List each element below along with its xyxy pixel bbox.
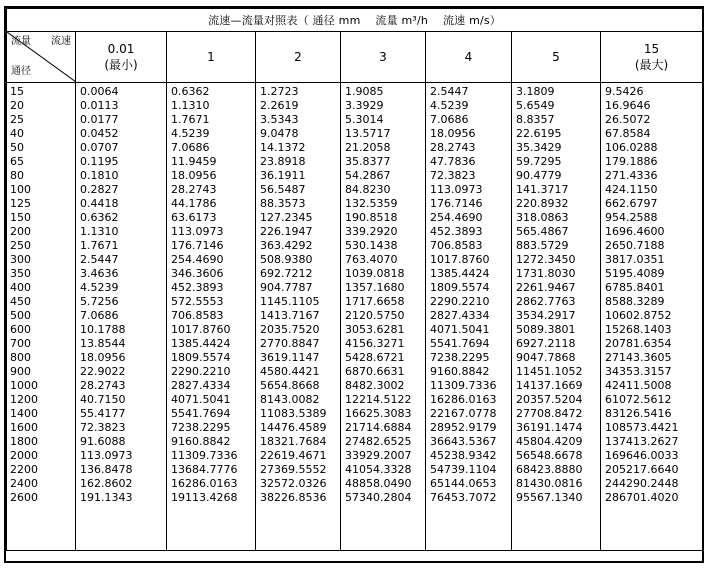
table-cell: 55.4177: [80, 407, 126, 420]
table-cell: 13684.7776: [171, 463, 238, 476]
table-cell: 1809.5574: [171, 351, 231, 364]
table-cell: 33929.2007: [345, 449, 412, 462]
table-cell: 23.8918: [260, 155, 306, 168]
table-cell: 4.5239: [80, 281, 119, 294]
table-cell: 10.1788: [80, 323, 126, 336]
table-cell: 5428.6721: [345, 351, 405, 364]
table-cell: 190.8518: [345, 211, 398, 224]
table-cell: 1.2723: [260, 85, 299, 98]
table-cell: 13.5717: [345, 127, 391, 140]
table-cell: 127.2345: [260, 211, 313, 224]
table-cell: 40: [10, 127, 24, 140]
table-cell: 28.2743: [80, 379, 126, 392]
table-cell: 11451.1052: [516, 365, 583, 378]
table-cell: 452.3893: [430, 225, 483, 238]
table-cell: 9.0478: [260, 127, 299, 140]
table-cell: 0.0064: [80, 85, 119, 98]
table-cell: 32572.0326: [260, 477, 327, 490]
table-cell: 3.3929: [345, 99, 384, 112]
table-cell: 125: [10, 197, 31, 210]
table-cell: 339.2920: [345, 225, 398, 238]
table-cell: 26.5072: [605, 113, 651, 126]
table-cell: 63.6173: [171, 211, 217, 224]
table-cell: 1200: [10, 393, 38, 406]
table-cell: 1717.6658: [345, 295, 405, 308]
table-cell: 3.1809: [516, 85, 555, 98]
table-cell: 20781.6354: [605, 337, 672, 350]
table-cell: 1385.4424: [430, 267, 490, 280]
table-cell: 22.9022: [80, 365, 126, 378]
corner-label-velocity: 流速: [51, 36, 71, 47]
table-cell: 88.3573: [260, 197, 306, 210]
table-cell: 56548.6678: [516, 449, 583, 462]
table-cell: 50: [10, 141, 24, 154]
table-cell: 662.6797: [605, 197, 658, 210]
table-cell: 4.5239: [430, 99, 469, 112]
table-cell: 424.1150: [605, 183, 658, 196]
table-cell: 18.0956: [80, 351, 126, 364]
table-cell: 65144.0653: [430, 477, 497, 490]
table-cell: 44.1786: [171, 197, 217, 210]
table-cell: 2290.2210: [171, 365, 231, 378]
table-cell: 1.7671: [171, 113, 210, 126]
table-cell: 106.0288: [605, 141, 658, 154]
table-cell: 5541.7694: [430, 337, 490, 350]
flow-column: [167, 83, 256, 551]
col-header-velocity: 2: [256, 32, 341, 83]
table-cell: 200: [10, 225, 31, 238]
table-cell: 254.4690: [430, 211, 483, 224]
table-cell: 300: [10, 253, 31, 266]
table-cell: 363.4292: [260, 239, 313, 252]
table-cell: 48858.0490: [345, 477, 412, 490]
table-cell: 1400: [10, 407, 38, 420]
table-cell: 226.1947: [260, 225, 313, 238]
table-cell: 2035.7520: [260, 323, 320, 336]
table-cell: 5089.3801: [516, 323, 576, 336]
table-cell: 76453.7072: [430, 491, 497, 504]
table-cell: 136.8478: [80, 463, 133, 476]
table-cell: 700: [10, 337, 31, 350]
corner-label-flow: 流量: [11, 36, 31, 47]
data-row: [7, 83, 703, 551]
flow-column: [512, 83, 601, 551]
table-cell: 1696.4600: [605, 225, 665, 238]
table-cell: 220.8932: [516, 197, 569, 210]
table-cell: 40.7150: [80, 393, 126, 406]
table-cell: 7.0686: [80, 309, 119, 322]
table-cell: 572.5553: [171, 295, 224, 308]
table-cell: 83126.5416: [605, 407, 672, 420]
table-cell: 162.8602: [80, 477, 133, 490]
table-cell: 38226.8536: [260, 491, 327, 504]
table-cell: 1.9085: [345, 85, 384, 98]
table-cell: 271.4336: [605, 169, 658, 182]
table-cell: 21.2058: [345, 141, 391, 154]
table-cell: 3053.6281: [345, 323, 405, 336]
table-cell: 61072.5612: [605, 393, 672, 406]
flow-column: [426, 83, 512, 551]
table-cell: 5.3014: [345, 113, 384, 126]
table-cell: 20: [10, 99, 24, 112]
table-cell: 4071.5041: [430, 323, 490, 336]
table-cell: 100: [10, 183, 31, 196]
col-header-velocity: 5: [512, 32, 601, 83]
table-cell: 0.0452: [80, 127, 119, 140]
table-cell: 2120.5750: [345, 309, 405, 322]
table-cell: 2.5447: [430, 85, 469, 98]
table-cell: 13.8544: [80, 337, 126, 350]
table-cell: 1600: [10, 421, 38, 434]
table-cell: 1039.0818: [345, 267, 405, 280]
table-cell: 2290.2210: [430, 295, 490, 308]
table-cell: 15: [10, 85, 24, 98]
table-cell: 5.6549: [516, 99, 555, 112]
table-cell: 14137.1669: [516, 379, 583, 392]
table-cell: 530.1438: [345, 239, 398, 252]
table-cell: 28.2743: [171, 183, 217, 196]
table-cell: 132.5359: [345, 197, 398, 210]
table-cell: 41054.3328: [345, 463, 412, 476]
table-cell: 25: [10, 113, 24, 126]
table-cell: 27143.3605: [605, 351, 672, 364]
table-cell: 11083.5389: [260, 407, 327, 420]
table-cell: 400: [10, 281, 31, 294]
table-cell: 18321.7684: [260, 435, 327, 448]
table-cell: 4580.4421: [260, 365, 320, 378]
table-cell: 95567.1340: [516, 491, 583, 504]
table-cell: 67.8584: [605, 127, 651, 140]
table-cell: 11309.7336: [171, 449, 238, 462]
col-header-velocity: 3: [341, 32, 426, 83]
table-cell: 452.3893: [171, 281, 224, 294]
table-cell: 2600: [10, 491, 38, 504]
table-cell: 3534.2917: [516, 309, 576, 322]
table-cell: 7238.2295: [171, 421, 231, 434]
table-cell: 254.4690: [171, 253, 224, 266]
table-cell: 5541.7694: [171, 407, 231, 420]
table-cell: 900: [10, 365, 31, 378]
table-cell: 34353.3157: [605, 365, 672, 378]
table-cell: 27708.8472: [516, 407, 583, 420]
table-cell: 763.4070: [345, 253, 398, 266]
table-cell: 9160.8842: [171, 435, 231, 448]
col-header-velocity: 0.01 (最小): [76, 32, 167, 83]
header-row: [7, 32, 703, 83]
table-cell: 565.4867: [516, 225, 569, 238]
table-cell: 16625.3083: [345, 407, 412, 420]
table-cell: 800: [10, 351, 31, 364]
table-cell: 27482.6525: [345, 435, 412, 448]
table-cell: 6927.2118: [516, 337, 576, 350]
flow-velocity-table: [4, 6, 704, 563]
table-cell: 2650.7188: [605, 239, 665, 252]
table-cell: 141.3717: [516, 183, 569, 196]
table-cell: 0.1195: [80, 155, 119, 168]
table-cell: 45238.9342: [430, 449, 497, 462]
table-cell: 6870.6631: [345, 365, 405, 378]
table-cell: 176.7146: [430, 197, 483, 210]
table-cell: 3817.0351: [605, 253, 665, 266]
table-cell: 84.8230: [345, 183, 391, 196]
table-cell: 8143.0082: [260, 393, 320, 406]
table-cell: 7238.2295: [430, 351, 490, 364]
table-cell: 176.7146: [171, 239, 224, 252]
table-cell: 16286.0163: [430, 393, 497, 406]
table-cell: 11309.7336: [430, 379, 497, 392]
table-cell: 81430.0816: [516, 477, 583, 490]
table-cell: 286701.4020: [605, 491, 679, 504]
table-cell: 7.0686: [171, 141, 210, 154]
table-cell: 16.9646: [605, 99, 651, 112]
table-cell: 36.1911: [260, 169, 306, 182]
table-cell: 1357.1680: [345, 281, 405, 294]
table-cell: 706.8583: [430, 239, 483, 252]
table-cell: 59.7295: [516, 155, 562, 168]
table-cell: 113.0973: [430, 183, 483, 196]
table-cell: 1800: [10, 435, 38, 448]
table-cell: 2827.4334: [430, 309, 490, 322]
table-cell: 2.2619: [260, 99, 299, 112]
table-cell: 3619.1147: [260, 351, 320, 364]
table-cell: 20357.5204: [516, 393, 583, 406]
table-cell: 954.2588: [605, 211, 658, 224]
table-cell: 6785.8401: [605, 281, 665, 294]
table-cell: 35.8377: [345, 155, 391, 168]
table-cell: 15268.1403: [605, 323, 672, 336]
col-header-velocity: 4: [426, 32, 512, 83]
table-cell: 9.5426: [605, 85, 644, 98]
table-cell: 1.1310: [171, 99, 210, 112]
table-cell: 500: [10, 309, 31, 322]
table-cell: 508.9380: [260, 253, 313, 266]
table-cell: 1017.8760: [171, 323, 231, 336]
table-cell: 137413.2627: [605, 435, 679, 448]
table-cell: 2862.7763: [516, 295, 576, 308]
corner-label-diameter: 通径: [11, 66, 31, 77]
table-cell: 16286.0163: [171, 477, 238, 490]
table-cell: 0.6362: [171, 85, 210, 98]
table-cell: 14476.4589: [260, 421, 327, 434]
table-cell: 80: [10, 169, 24, 182]
table-cell: 191.1343: [80, 491, 133, 504]
table-cell: 1809.5574: [430, 281, 490, 294]
table-cell: 1272.3450: [516, 253, 576, 266]
table-cell: 1145.1105: [260, 295, 320, 308]
table-cell: 14.1372: [260, 141, 306, 154]
table-cell: 35.3429: [516, 141, 562, 154]
table-cell: 91.6088: [80, 435, 126, 448]
table-cell: 0.0177: [80, 113, 119, 126]
table-cell: 22619.4671: [260, 449, 327, 462]
table-cell: 108573.4421: [605, 421, 679, 434]
table-cell: 5654.8668: [260, 379, 320, 392]
flow-column: [76, 83, 167, 551]
table-cell: 244290.2448: [605, 477, 679, 490]
table-cell: 2200: [10, 463, 38, 476]
col-header-velocity: 15 (最大): [601, 32, 703, 83]
table-cell: 169646.0033: [605, 449, 679, 462]
table-cell: 318.0863: [516, 211, 569, 224]
table-cell: 205217.6640: [605, 463, 679, 476]
flow-column: [256, 83, 341, 551]
table-cell: 3.5343: [260, 113, 299, 126]
table-cell: 2770.8847: [260, 337, 320, 350]
table-cell: 18.0956: [171, 169, 217, 182]
col-header-velocity: 1: [167, 32, 256, 83]
table-cell: 72.3823: [430, 169, 476, 182]
table-cell: 11.9459: [171, 155, 217, 168]
table-cell: 904.7787: [260, 281, 313, 294]
table-cell: 8.8357: [516, 113, 555, 126]
table-cell: 2000: [10, 449, 38, 462]
table-cell: 36191.1474: [516, 421, 583, 434]
table-cell: 27369.5552: [260, 463, 327, 476]
flow-column: [601, 83, 703, 551]
table-cell: 600: [10, 323, 31, 336]
table-cell: 0.6362: [80, 211, 119, 224]
table-cell: 2261.9467: [516, 281, 576, 294]
table-cell: 346.3606: [171, 267, 224, 280]
table-cell: 1.7671: [80, 239, 119, 252]
table-cell: 22167.0778: [430, 407, 497, 420]
corner-cell: [7, 32, 76, 83]
table-cell: 1731.8030: [516, 267, 576, 280]
table-cell: 42411.5008: [605, 379, 672, 392]
table-cell: 250: [10, 239, 31, 252]
table-cell: 65: [10, 155, 24, 168]
table-cell: 2400: [10, 477, 38, 490]
table-cell: 72.3823: [80, 421, 126, 434]
table-cell: 5195.4089: [605, 267, 665, 280]
table-cell: 883.5729: [516, 239, 569, 252]
table-cell: 90.4779: [516, 169, 562, 182]
table-cell: 18.0956: [430, 127, 476, 140]
table-cell: 9160.8842: [430, 365, 490, 378]
table-cell: 1385.4424: [171, 337, 231, 350]
table-cell: 113.0973: [80, 449, 133, 462]
table-title: 流速—流量对照表（ 通径 mm 流量 m³/h 流速 m/s）: [7, 9, 703, 32]
table-cell: 28952.9179: [430, 421, 497, 434]
table-cell: 692.7212: [260, 267, 313, 280]
table-cell: 4156.3271: [345, 337, 405, 350]
table-cell: 22.6195: [516, 127, 562, 140]
table-cell: 4071.5041: [171, 393, 231, 406]
table-cell: 3.4636: [80, 267, 119, 280]
table-cell: 5.7256: [80, 295, 119, 308]
table-cell: 28.2743: [430, 141, 476, 154]
table-cell: 57340.2804: [345, 491, 412, 504]
table-cell: 450: [10, 295, 31, 308]
table-cell: 7.0686: [430, 113, 469, 126]
table-cell: 0.1810: [80, 169, 119, 182]
table-cell: 0.2827: [80, 183, 119, 196]
flow-column: [341, 83, 426, 551]
table-cell: 0.0113: [80, 99, 119, 112]
table-cell: 45804.4209: [516, 435, 583, 448]
table-cell: 54739.1104: [430, 463, 497, 476]
table-cell: 706.8583: [171, 309, 224, 322]
table-cell: 8588.3289: [605, 295, 665, 308]
table-grid: [6, 8, 703, 551]
table-cell: 113.0973: [171, 225, 224, 238]
table-cell: 150: [10, 211, 31, 224]
table-cell: 47.7836: [430, 155, 476, 168]
table-cell: 21714.6884: [345, 421, 412, 434]
table-cell: 8482.3002: [345, 379, 405, 392]
table-cell: 0.4418: [80, 197, 119, 210]
table-cell: 4.5239: [171, 127, 210, 140]
table-cell: 68423.8880: [516, 463, 583, 476]
table-cell: 19113.4268: [171, 491, 238, 504]
table-cell: 1413.7167: [260, 309, 320, 322]
table-cell: 179.1886: [605, 155, 658, 168]
table-cell: 10602.8752: [605, 309, 672, 322]
table-cell: 9047.7868: [516, 351, 576, 364]
table-cell: 1000: [10, 379, 38, 392]
diameter-column: [7, 83, 76, 551]
table-cell: 0.0707: [80, 141, 119, 154]
table-cell: 12214.5122: [345, 393, 412, 406]
table-cell: 56.5487: [260, 183, 306, 196]
table-cell: 54.2867: [345, 169, 391, 182]
table-cell: 1.1310: [80, 225, 119, 238]
table-cell: 2827.4334: [171, 379, 231, 392]
table-cell: 1017.8760: [430, 253, 490, 266]
table-cell: 350: [10, 267, 31, 280]
table-cell: 36643.5367: [430, 435, 497, 448]
table-cell: 2.5447: [80, 253, 119, 266]
